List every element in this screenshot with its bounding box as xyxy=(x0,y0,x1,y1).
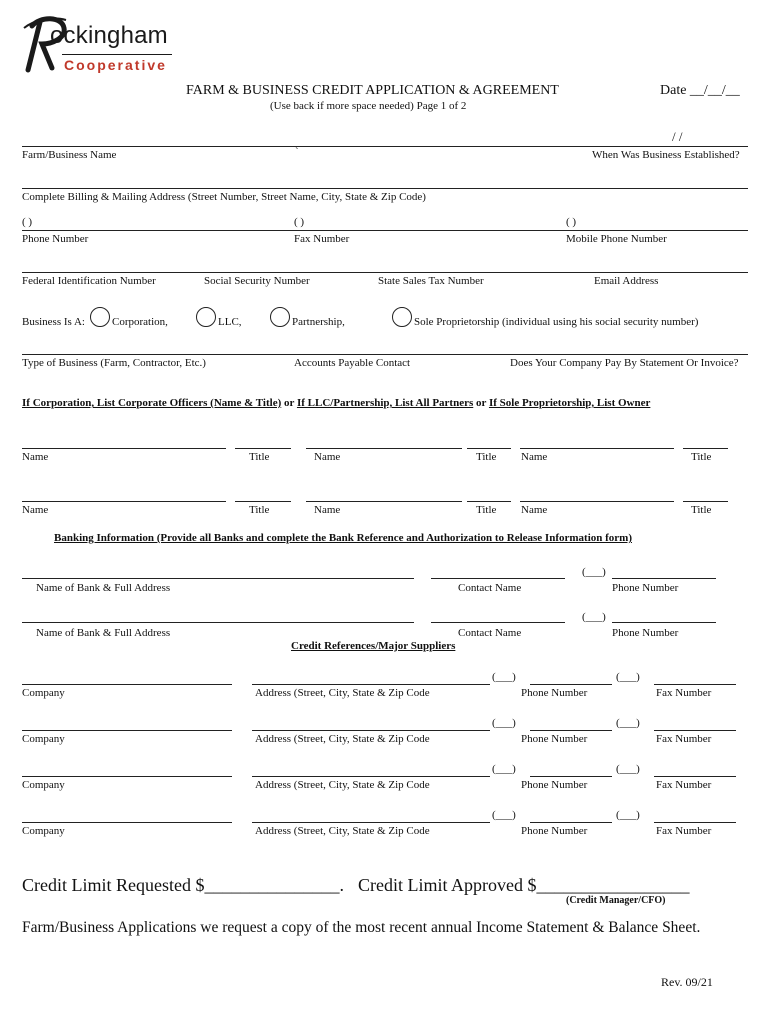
officers-or1: or xyxy=(281,397,297,409)
credit-fax-label: Fax Number xyxy=(656,687,712,699)
credit-fax-field[interactable] xyxy=(654,730,736,731)
officer-title-label: Title xyxy=(691,504,712,516)
credit-address-field[interactable] xyxy=(252,822,490,823)
credit-fax-paren: (___) xyxy=(616,763,640,775)
credit-company-field[interactable] xyxy=(22,776,232,777)
credit-fax-field[interactable] xyxy=(654,822,736,823)
officer-title-label: Title xyxy=(249,451,270,463)
credit-phone-label: Phone Number xyxy=(521,687,588,699)
officer-title-label: Title xyxy=(249,504,270,516)
fax-label: Fax Number xyxy=(294,233,350,245)
officer-name-label: Name xyxy=(521,451,548,463)
address-label: Complete Billing & Mailing Address (Street Number, Street Name, City, State & Zip Code) xyxy=(22,191,426,203)
officer-name-label: Name xyxy=(521,504,548,516)
credit-address-label: Address (Street, City, State & Zip Code xyxy=(255,825,430,837)
type-of-business-label: Type of Business (Farm, Contractor, Etc.) xyxy=(22,357,206,369)
credit-phone-label: Phone Number xyxy=(521,733,588,745)
officers-heading xyxy=(22,397,650,409)
accounts-payable-label: Accounts Payable Contact xyxy=(294,357,411,369)
credit-address-field[interactable] xyxy=(252,684,490,685)
sales-tax-label: State Sales Tax Number xyxy=(378,275,484,287)
bank-contact-label: Contact Name xyxy=(458,582,522,594)
bank-phone-label: Phone Number xyxy=(612,582,679,594)
mobile-paren: ( ) xyxy=(566,216,577,228)
logo-underline xyxy=(62,54,172,55)
credit-phone-paren: (___) xyxy=(492,717,516,729)
credit-company-label: Company xyxy=(22,825,65,837)
officer-name-label: Name xyxy=(314,504,341,516)
address-field[interactable] xyxy=(22,188,748,189)
credit-phone-field[interactable] xyxy=(530,730,612,731)
credit-phone-label: Phone Number xyxy=(521,825,588,837)
federal-id-label: Federal Identification Number xyxy=(22,275,156,287)
credit-phone-field[interactable] xyxy=(530,684,612,685)
bank-name-label: Name of Bank & Full Address xyxy=(36,627,171,639)
bank-name-label: Name of Bank & Full Address xyxy=(36,582,171,594)
credit-company-label: Company xyxy=(22,733,65,745)
business-type-label: Business Is A: xyxy=(22,316,85,328)
logo-subtext: Cooperative xyxy=(64,57,167,73)
credit-address-label: Address (Street, City, State & Zip Code xyxy=(255,687,430,699)
credit-limit-requested[interactable]: Credit Limit Requested $_______________. xyxy=(22,875,344,895)
bank-phone-paren: (___) xyxy=(582,566,606,578)
credit-address-field[interactable] xyxy=(252,730,490,731)
credit-phone-field[interactable] xyxy=(530,776,612,777)
credit-address-label: Address (Street, City, State & Zip Code xyxy=(255,779,430,791)
credit-fax-label: Fax Number xyxy=(656,825,712,837)
email-label: Email Address xyxy=(594,275,659,287)
bank-contact-field[interactable] xyxy=(431,578,565,579)
phone-paren: ( ) xyxy=(22,216,33,228)
bank-phone-label: Phone Number xyxy=(612,627,679,639)
bank-phone-paren: (___) xyxy=(582,611,606,623)
credit-address-label: Address (Street, City, State & Zip Code xyxy=(255,733,430,745)
credit-fax-paren: (___) xyxy=(616,717,640,729)
officer-name-field[interactable] xyxy=(306,501,462,502)
date-field[interactable]: Date __/__/__ xyxy=(660,83,740,98)
credit-address-field[interactable] xyxy=(252,776,490,777)
officer-title-field[interactable] xyxy=(683,448,728,449)
officer-title-field[interactable] xyxy=(467,448,511,449)
farm-business-name-field[interactable] xyxy=(22,146,748,147)
ids-field[interactable] xyxy=(22,272,748,273)
credit-fax-paren: (___) xyxy=(616,809,640,821)
officer-title-field[interactable] xyxy=(235,448,291,449)
when-established-label: When Was Business Established? xyxy=(592,149,740,161)
credit-phone-paren: (___) xyxy=(492,809,516,821)
statement-invoice-label: Does Your Company Pay By Statement Or Invoice? xyxy=(510,357,739,369)
partnership-label: Partnership, xyxy=(292,316,345,328)
officer-name-field[interactable] xyxy=(306,448,462,449)
bank-contact-field[interactable] xyxy=(431,622,565,623)
credit-manager-label: (Credit Manager/CFO) xyxy=(566,895,666,906)
phone-field[interactable] xyxy=(22,230,748,231)
llc-label: LLC, xyxy=(218,316,242,328)
officer-title-field[interactable] xyxy=(467,501,511,502)
corporation-label: Corporation, xyxy=(112,316,168,328)
officer-name-label: Name xyxy=(314,451,341,463)
bank-contact-label: Contact Name xyxy=(458,627,522,639)
bank-phone-field[interactable] xyxy=(612,578,716,579)
officer-name-field[interactable] xyxy=(520,448,674,449)
bank-name-field[interactable] xyxy=(22,622,414,623)
bank-phone-field[interactable] xyxy=(612,622,716,623)
officers-sole: If Sole Proprietorship, List Owner xyxy=(488,397,651,409)
corporation-radio[interactable] xyxy=(90,307,110,327)
officer-name-label: Name xyxy=(22,504,49,516)
credit-phone-field[interactable] xyxy=(530,822,612,823)
credit-refs-heading: Credit References/Major Suppliers xyxy=(291,640,456,652)
financial-statement-note: Farm/Business Applications we request a copy of the most recent annual Income Statement & Balance Sheet. xyxy=(22,919,701,936)
form-title: FARM & BUSINESS CREDIT APPLICATION & AGREEMENT xyxy=(186,83,559,98)
credit-company-field[interactable] xyxy=(22,730,232,731)
tick-mark: ` xyxy=(295,146,299,158)
farm-business-name-label: Farm/Business Name xyxy=(22,149,117,161)
credit-phone-label: Phone Number xyxy=(521,779,588,791)
officer-title-field[interactable] xyxy=(683,501,728,502)
officers-corp: If Corporation, List Corporate Officers (Name & Title) xyxy=(22,397,282,409)
officer-title-label: Title xyxy=(476,504,497,516)
revision-label: Rev. 09/21 xyxy=(661,975,713,989)
credit-company-label: Company xyxy=(22,779,65,791)
officer-title-label: Title xyxy=(476,451,497,463)
credit-fax-label: Fax Number xyxy=(656,733,712,745)
partnership-radio[interactable] xyxy=(270,307,290,327)
officer-name-field[interactable] xyxy=(22,448,226,449)
credit-phone-paren: (___) xyxy=(492,763,516,775)
mobile-label: Mobile Phone Number xyxy=(566,233,667,245)
credit-fax-paren: (___) xyxy=(616,671,640,683)
form-subtitle: (Use back if more space needed) Page 1 of 2 xyxy=(270,100,467,112)
banking-heading: Banking Information (Provide all Banks and complete the Bank Reference and Authorization to Release Information form) xyxy=(54,532,632,544)
established-date-slashes: / / xyxy=(672,129,683,144)
ssn-label: Social Security Number xyxy=(204,275,310,287)
llc-radio[interactable] xyxy=(196,307,216,327)
officer-name-label: Name xyxy=(22,451,49,463)
officer-name-field[interactable] xyxy=(520,501,674,502)
credit-fax-field[interactable] xyxy=(654,684,736,685)
officer-title-label: Title xyxy=(691,451,712,463)
officers-or2: or xyxy=(473,397,489,409)
sole-prop-label: Sole Proprietorship (individual using his social security number) xyxy=(414,316,699,328)
credit-fax-field[interactable] xyxy=(654,776,736,777)
type-of-business-field[interactable] xyxy=(22,354,748,355)
credit-company-field[interactable] xyxy=(22,822,232,823)
officer-name-field[interactable] xyxy=(22,501,226,502)
credit-limit-approved[interactable]: Credit Limit Approved $_________________ xyxy=(358,875,690,895)
credit-company-field[interactable] xyxy=(22,684,232,685)
credit-phone-paren: (___) xyxy=(492,671,516,683)
credit-company-label: Company xyxy=(22,687,65,699)
logo-text: ockingham xyxy=(50,22,168,49)
credit-fax-label: Fax Number xyxy=(656,779,712,791)
sole-prop-radio[interactable] xyxy=(392,307,412,327)
company-logo xyxy=(22,14,172,74)
bank-name-field[interactable] xyxy=(22,578,414,579)
officer-title-field[interactable] xyxy=(235,501,291,502)
phone-label: Phone Number xyxy=(22,233,89,245)
officers-llc: If LLC/Partnership, List All Partners xyxy=(296,397,474,409)
fax-paren: ( ) xyxy=(294,216,305,228)
